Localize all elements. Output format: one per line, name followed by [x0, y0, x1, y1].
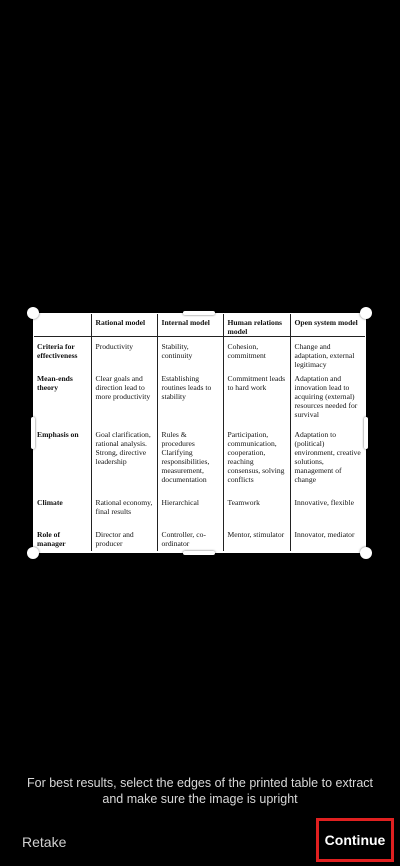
crop-handle-bottom-left[interactable]	[27, 547, 39, 559]
table-header-row	[33, 313, 366, 337]
table-cell: Commitment leads to hard work	[223, 369, 290, 425]
continue-highlight	[316, 818, 394, 862]
table-cell: Change and adaptation, external legitimacy	[290, 337, 366, 370]
crop-handle-right[interactable]	[364, 417, 368, 449]
table-cell: Goal clarification, rational analysis. Strong, directive leadership	[91, 425, 157, 493]
header-cell	[33, 313, 91, 337]
table-cell: Rules & procedures Clarifying responsibilities, measurement, documentation	[157, 425, 223, 493]
table-cell: Participation, communication, cooperation, reaching consensus, solving conflicts	[223, 425, 290, 493]
table-cell: Clear goals and direction lead to more productivity	[91, 369, 157, 425]
header-cell: Human relations model	[223, 313, 290, 337]
table-cell: Productivity	[91, 337, 157, 370]
crop-area[interactable]	[33, 313, 366, 553]
crop-handle-bottom[interactable]	[183, 551, 215, 555]
document-preview	[33, 313, 366, 553]
table-cell: Director and producer	[91, 525, 157, 551]
header-cell: Internal model	[157, 313, 223, 337]
crop-handle-top-left[interactable]	[27, 307, 39, 319]
table-row	[33, 337, 366, 370]
table-row	[33, 493, 366, 525]
crop-handle-top-right[interactable]	[360, 307, 372, 319]
row-label: Climate	[37, 498, 63, 507]
printed-table	[33, 313, 366, 551]
continue-button[interactable]: Continue	[324, 832, 386, 848]
table-cell: Hierarchical	[157, 493, 223, 525]
table-cell: Mentor, stimulator	[223, 525, 290, 551]
table-cell: Establishing routines leads to stability	[157, 369, 223, 425]
table-cell: Controller, co-ordinator	[157, 525, 223, 551]
table-row	[33, 369, 366, 425]
row-label: Emphasis on	[37, 430, 79, 439]
crop-handle-bottom-right[interactable]	[360, 547, 372, 559]
header-cell: Open system model	[290, 313, 366, 337]
table-cell: Stability, continuity	[157, 337, 223, 370]
table-cell: Cohesion, commitment	[223, 337, 290, 370]
retake-button[interactable]: Retake	[22, 834, 67, 850]
crop-handle-left[interactable]	[31, 417, 35, 449]
table-row	[33, 525, 366, 551]
crop-handle-top[interactable]	[183, 311, 215, 315]
row-label: Mean-ends theory	[37, 374, 73, 392]
row-label: Role of manager	[37, 530, 66, 548]
header-cell: Rational model	[91, 313, 157, 337]
table-cell: Adaptation to (political) environment, creative solutions, management of change	[290, 425, 366, 493]
table-cell: Rational economy, final results	[91, 493, 157, 525]
table-cell: Innovator, mediator	[290, 525, 366, 551]
row-label: Criteria for effectiveness	[37, 342, 78, 360]
instruction-text: For best results, select the edges of the printed table to extract and make sure the image is upright	[26, 776, 374, 806]
table-cell: Adaptation and innovation lead to acquiring (external) resources needed for survival	[290, 369, 366, 425]
table-cell: Innovative, flexible	[290, 493, 366, 525]
table-cell: Teamwork	[223, 493, 290, 525]
table-row	[33, 425, 366, 493]
